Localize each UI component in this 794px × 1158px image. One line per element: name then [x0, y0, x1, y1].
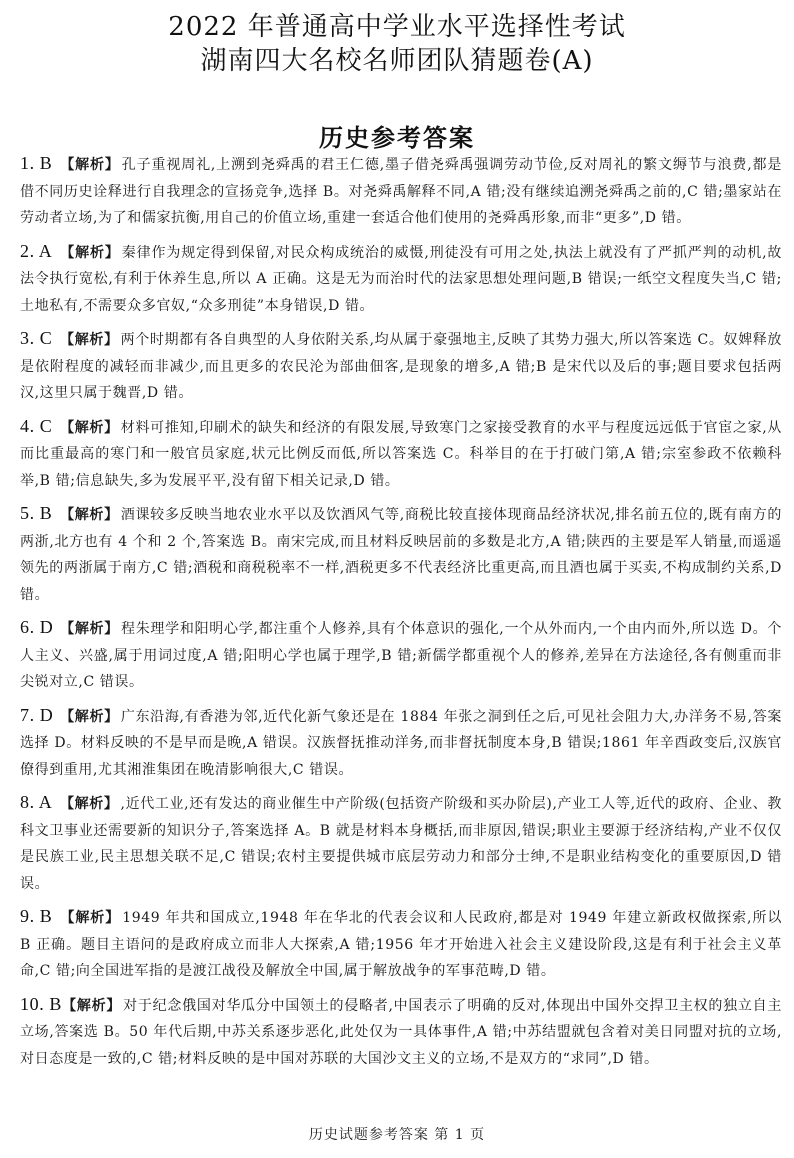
- answer-item-9: [20, 903, 782, 985]
- analysis-tag: 【解析】: [60, 332, 119, 348]
- exam-title-line-2: 湖南四大名校名师团队猜题卷(A): [200, 46, 594, 76]
- answer-item-2: [20, 238, 782, 320]
- analysis-tag: 【解析】: [60, 157, 120, 173]
- analysis-tag: 【解析】: [60, 507, 119, 523]
- answer-item-8: [20, 789, 782, 897]
- analysis-tag: 【解析】: [60, 419, 119, 436]
- analysis-tag: 【解析】: [60, 244, 120, 261]
- answer-explanation: ,近代工业,还有发达的商业催生中产阶级(包括资产阶级和买办阶层),产业工人等,近代的政府、企业、教科文卫事业还需要新的知识分子,答案选择 A。B 就是材料本身概括,而非原因,错误;职业主要源于经济结构,产业不仅仅是民族工业,民主思想关联不足,C 错误;农村主要提供城市底层劳动力和部分士绅,不是职业结构变化的重要原因,D 错误。: [20, 796, 782, 892]
- answer-explanation: 材料可推知,印刷术的缺失和经济的有限发展,导致寒门之家接受教育的水平与程度远远低于官宦之家,从而比重最高的寒门和一般官员家庭,状元比例反而低,所以答案选 C。科举目的在于打破门第,A 错;宗室参政不依赖科举,B 错;信息缺失,多为发展平平,没有留下相关记录,D 错。: [20, 419, 782, 489]
- answer-list: [20, 150, 782, 1078]
- answer-item-6: [20, 614, 782, 696]
- answer-explanation: 1949 年共和国成立,1948 年在华北的代表会议和人民政府,都是对 1949 年建立新政权做探索,所以 B 正确。题目主语问的是政府成立而非人大探索,A 错;1956 年才开始进入社会主义建设阶段,这是有利于社会主义革命,C 错;向全国进军指的是渡江战役及解放全中国,属于解放战争的军事范畴,D 错。: [20, 910, 782, 979]
- answer-number: 10. B: [20, 993, 63, 1014]
- exam-header: [0, 10, 794, 78]
- answer-number: 4. C: [20, 415, 53, 436]
- analysis-tag: 【解析】: [60, 910, 121, 926]
- analysis-tag: 【解析】: [60, 708, 119, 725]
- answer-item-10: [20, 991, 782, 1073]
- answer-number: 9. B: [20, 906, 53, 926]
- answer-explanation: 对于纪念俄国对华瓜分中国领土的侵略者,中国表示了明确的反对,体现出中国外交捍卫主权的独立自主立场,答案选 B。50 年代后期,中苏关系逐步恶化,此处仅为一具体事件,A 错;中苏结盟就包含着对美日同盟对抗的立场,对日态度是一致的,C 错;材料反映的是中国对苏联的大国沙文主义的立场,不是双方的“求同”,D 错。: [20, 997, 782, 1067]
- answer-number: 2. A: [20, 240, 53, 261]
- answer-number: 1. B: [20, 153, 53, 173]
- answer-number: 5. B: [20, 503, 53, 523]
- answer-item-3: [20, 325, 782, 407]
- answer-number: 3. C: [20, 328, 53, 348]
- answer-item-5: [20, 500, 782, 608]
- answer-explanation: 孔子重视周礼,上溯到尧舜禹的君王仁德,墨子借尧舜禹强调劳动节俭,反对周礼的繁文缛节与浪费,都是借不同历史诠释进行自我理念的宣扬竞争,选择 B。对尧舜禹解释不同,A 错;没有继续追溯尧舜禹之前的,C 错;墨家站在劳动者立场,为了和儒家抗衡,用自己的价值立场,重建一套适合他们使用的尧舜禹形象,而非“更多”,D 错。: [20, 157, 782, 226]
- analysis-tag: 【解析】: [60, 621, 119, 637]
- answer-explanation: 秦律作为规定得到保留,对民众构成统治的威慑,刑徒没有可用之处,执法上就没有了严抓严判的动机,故法令执行宽松,有利于休养生息,所以 A 正确。这是无为而治时代的法家思想处理问题,B 错误;一纸空文程度失当,C 错;土地私有,不需要众多官奴,“众多刑徒”本身错误,D 错。: [20, 244, 782, 314]
- analysis-tag: 【解析】: [62, 997, 122, 1014]
- page-footer: 历史试题参考答案 第 1 页: [308, 1127, 486, 1143]
- answer-item-4: [20, 413, 782, 495]
- answer-number: 6. D: [20, 617, 54, 637]
- exam-title-line-1: 2022 年普通高中学业水平选择性考试: [168, 12, 626, 42]
- answer-number: 8. A: [20, 792, 53, 812]
- answer-item-7: [20, 702, 782, 784]
- answer-item-1: [20, 150, 782, 232]
- answer-explanation: 广东沿海,有香港为邻,近代化新气象还是在 1884 年张之洞到任之后,可见社会阻力大,办洋务不易,答案选择 D。材料反映的不是早而是晚,A 错误。汉族督抚推动洋务,而非督抚制度本身,B 错误;1861 年辛酉政变后,汉族官僚得到重用,尤其湘淮集团在晚清影响很大,C 错误。: [20, 708, 782, 778]
- answer-explanation: 两个时期都有各自典型的人身依附关系,均从属于豪强地主,反映了其势力强大,所以答案选 C。奴婢释放是依附程度的减轻而非减少,而且更多的农民沦为部曲佃客,是现象的增多,A 错;B 是宋代以及后的事;题目要求包括两汉,这里只属于魏晋,D 错。: [20, 332, 782, 401]
- answer-explanation: 酒课较多反映当地农业水平以及饮酒风气等,商税比较直接体现商品经济状况,排名前五位的,既有南方的两浙,北方也有 4 个和 2 个,答案选 B。南宋完成,而且材料反映居前的多数是北方,A 错;陕西的主要是军人销量,而遥遥领先的两浙属于南方,C 错;酒税和商税税率不一样,酒税更多不代表经济比重更高,而且酒也属于买卖,不构成制约关系,D 错。: [20, 507, 782, 603]
- page-title: 历史参考答案: [319, 123, 475, 152]
- analysis-tag: 【解析】: [60, 796, 119, 812]
- answer-explanation: 程朱理学和阳明心学,都注重个人修养,具有个体意识的强化,一个从外而内,一个由内而外,所以选 D。个人主义、兴盛,属于用词过度,A 错;阳明心学也属于理学,B 错;新儒学都重视个人的修养,差异在方法途径,各有侧重而非尖锐对立,C 错误。: [20, 621, 782, 690]
- answer-number: 7. D: [20, 704, 54, 725]
